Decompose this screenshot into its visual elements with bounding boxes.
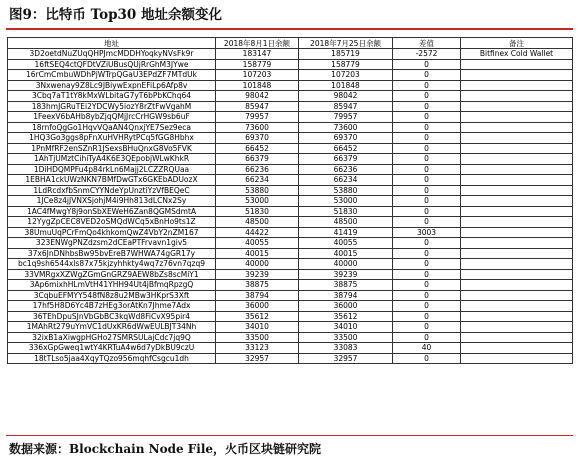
balance-aug1-cell: 85947 [216,101,299,112]
header-note: 备注 [461,38,573,49]
balance-aug1-cell: 66452 [216,143,299,154]
table-row [8,196,573,207]
note-cell [461,280,573,291]
balance-aug1-cell: 48500 [216,217,299,228]
address-cell: 183hmJGRuTEi2YDCWy5iozY8rZtFwVgahM [8,101,216,112]
balance-aug1-cell: 98042 [216,91,299,102]
address-cell: 3Nxwenay9Z8Lc9JBiywExpnEFiLp6Afp8v [8,80,216,91]
address-cell: 1FeexV6bAHb8ybZjqQMjJrcCrHGW9sb6uF [8,112,216,123]
difference-cell: 0 [393,164,461,175]
balance-aug1-cell: 73600 [216,122,299,133]
difference-cell: 0 [393,322,461,333]
note-cell [461,322,573,333]
table-row [8,248,573,259]
note-cell [461,133,573,144]
note-cell [461,154,573,165]
table-row [8,122,573,133]
note-cell [461,217,573,228]
difference-cell: 0 [393,112,461,123]
note-cell [461,248,573,259]
difference-cell: 0 [393,269,461,280]
note-cell [461,164,573,175]
balance-aug1-cell: 66234 [216,175,299,186]
table-row [8,332,573,343]
balance-jul25-cell: 32957 [299,353,393,364]
difference-cell: 0 [393,290,461,301]
table-row [8,301,573,312]
balance-jul25-cell: 53880 [299,185,393,196]
note-cell: Bitfinex Cold Wallet [461,49,573,60]
balance-aug1-cell: 40055 [216,238,299,249]
difference-cell: 40 [393,343,461,354]
balance-aug1-cell: 44422 [216,227,299,238]
address-cell: 1JCe8z4jJVNXSjohjM4i9Hh813dLCNx2Sy [8,196,216,207]
note-cell [461,238,573,249]
title-divider [6,28,573,30]
table-row [8,238,573,249]
difference-cell: 0 [393,122,461,133]
balance-jul25-cell: 66452 [299,143,393,154]
header-balance-aug1: 2018年8月1日余额 [216,38,299,49]
table-row [8,175,573,186]
balance-aug1-cell: 53880 [216,185,299,196]
table-row [8,280,573,291]
difference-cell: 0 [393,217,461,228]
table-row [8,112,573,123]
difference-cell: 0 [393,248,461,259]
address-cell: 336xGpGweq1wtY4KRTuA4w6d7yDkBU9czU [8,343,216,354]
table-row [8,91,573,102]
difference-cell: 0 [393,175,461,186]
difference-cell: 0 [393,353,461,364]
difference-cell: 0 [393,301,461,312]
address-cell: 3Cbq7aT1tY8kMxWLbitaG7yT6bPbKChq64 [8,91,216,102]
table-row [8,290,573,301]
balance-jul25-cell: 107203 [299,70,393,81]
balance-jul25-cell: 69370 [299,133,393,144]
balance-aug1-cell: 53000 [216,196,299,207]
balance-jul25-cell: 98042 [299,91,393,102]
balance-jul25-cell: 38794 [299,290,393,301]
address-cell: 16ftSEQ4ctQFDtVZiUBusQUjRrGhM3JYwe [8,59,216,70]
difference-cell: 0 [393,143,461,154]
balance-jul25-cell: 79957 [299,112,393,123]
table-row [8,164,573,175]
table-row [8,154,573,165]
balance-jul25-cell: 33500 [299,332,393,343]
balance-aug1-cell: 51830 [216,206,299,217]
balance-jul25-cell: 40015 [299,248,393,259]
balance-aug1-cell: 34010 [216,322,299,333]
address-cell: 3Ap6mixhHLmVtH41YHH94Ut4jBfmqRpzgQ [8,280,216,291]
difference-cell: 0 [393,91,461,102]
note-cell [461,70,573,81]
note-cell [461,269,573,280]
address-cell: 323ENWgPNZdzsm2dCEaPTFrvavn1giv5 [8,238,216,249]
address-cell: 38UmuUqPCrFmQo4khkomQwZ4VbY2nZM167 [8,227,216,238]
address-cell: 37x6JnDNhbsBw95bvEreB7WHWA74gGR17y [8,248,216,259]
balance-jul25-cell: 51830 [299,206,393,217]
address-cell: 17hf5H8D6Yc4B7zHEg3orAtKn7Jhme7Adx [8,301,216,312]
header-balance-jul25: 2018年7月25日余额 [299,38,393,49]
difference-cell: 0 [393,311,461,322]
balance-aug1-cell: 79957 [216,112,299,123]
address-balance-table [7,37,573,364]
balance-jul25-cell: 66234 [299,175,393,186]
source-divider [6,435,573,436]
note-cell [461,332,573,343]
note-cell [461,343,573,354]
note-cell [461,185,573,196]
balance-jul25-cell: 34010 [299,322,393,333]
table-row [8,49,573,60]
note-cell [461,311,573,322]
balance-aug1-cell: 38794 [216,290,299,301]
difference-cell: 0 [393,154,461,165]
balance-aug1-cell: 32957 [216,353,299,364]
table-row [8,259,573,270]
balance-jul25-cell: 39239 [299,269,393,280]
difference-cell: 3003 [393,227,461,238]
difference-cell: 0 [393,238,461,249]
balance-aug1-cell: 183147 [216,49,299,60]
difference-cell: 0 [393,101,461,112]
note-cell [461,206,573,217]
table-row [8,101,573,112]
balance-jul25-cell: 53000 [299,196,393,207]
note-cell [461,301,573,312]
balance-aug1-cell: 66236 [216,164,299,175]
balance-jul25-cell: 66236 [299,164,393,175]
table-row [8,217,573,228]
address-cell: 1MAhRt279uYmVC1dUxKR6dWwEULBJT34Nh [8,322,216,333]
note-cell [461,353,573,364]
address-cell: 1HQ3Go3ggs8pFnXuHVHRytPCq5fGG8Hbhx [8,133,216,144]
address-cell: 12YygZpCEC8VED2oSMQdWCq5xBnHo9ts1Z [8,217,216,228]
balance-aug1-cell: 40000 [216,259,299,270]
figure-source: 数据来源：Blockchain Node File，火币区块链研究院 [9,442,322,456]
note-cell [461,175,573,186]
difference-cell: 0 [393,280,461,291]
table-body [8,49,573,364]
note-cell [461,80,573,91]
balance-aug1-cell: 101848 [216,80,299,91]
balance-aug1-cell: 39239 [216,269,299,280]
address-cell: 1EBHA1ckUWzNKN7BMfDwGTx6GKEbADUozX [8,175,216,186]
difference-cell: 0 [393,80,461,91]
balance-aug1-cell: 107203 [216,70,299,81]
header-difference: 差值 [393,38,461,49]
difference-cell: -2572 [393,49,461,60]
balance-jul25-cell: 73600 [299,122,393,133]
table-row [8,311,573,322]
note-cell [461,101,573,112]
address-cell: 1PnMfRF2enSZnR1JSexsBHuQnxG8Vo5FVK [8,143,216,154]
table-header-row [8,38,573,49]
balance-aug1-cell: 33500 [216,332,299,343]
difference-cell: 0 [393,206,461,217]
address-cell: 1LdRcdxfbSnmCYYNdeYpUnztiYzVfBEQeC [8,185,216,196]
balance-aug1-cell: 66379 [216,154,299,165]
note-cell [461,227,573,238]
balance-jul25-cell: 48500 [299,217,393,228]
note-cell [461,290,573,301]
address-cell: 1AhTjUMztCihiTyA4K6E3QEpobjWLwKhkR [8,154,216,165]
address-cell: 36TEhDpuSJnVbGbBC3kqWd8FiCvX95pir4 [8,311,216,322]
balance-jul25-cell: 36000 [299,301,393,312]
balance-aug1-cell: 158779 [216,59,299,70]
balance-jul25-cell: 185719 [299,49,393,60]
balance-jul25-cell: 101848 [299,80,393,91]
note-cell [461,59,573,70]
header-address: 地址 [8,38,216,49]
balance-jul25-cell: 40000 [299,259,393,270]
note-cell [461,91,573,102]
balance-aug1-cell: 69370 [216,133,299,144]
table-row [8,206,573,217]
balance-jul25-cell: 66379 [299,154,393,165]
balance-jul25-cell: 35612 [299,311,393,322]
address-cell: bc1q9sh6544xls87x75kjzyhhkty4wq7z76vn7qzq9 [8,259,216,270]
difference-cell: 0 [393,185,461,196]
difference-cell: 0 [393,133,461,144]
address-cell: 33VMRgxXZWgZGmGnGRZ9AEW8bZs8scMiY1 [8,269,216,280]
table-row [8,227,573,238]
address-cell: 16rCmCmbuWDhPjWTrpQGaU3EPdZF7MTdUk [8,70,216,81]
note-cell [461,196,573,207]
balance-aug1-cell: 36000 [216,301,299,312]
table-row [8,353,573,364]
table-row [8,70,573,81]
balance-jul25-cell: 38875 [299,280,393,291]
balance-jul25-cell: 33083 [299,343,393,354]
balance-jul25-cell: 158779 [299,59,393,70]
address-cell: 3D2oetdNuZUqQHPJmcMDDHYoqkyNVsFk9r [8,49,216,60]
table-row [8,133,573,144]
address-cell: 32ixB1aXiwgpHGHo27SMRSULajCdc7jq9Q [8,332,216,343]
note-cell [461,112,573,123]
address-cell: 18rnfoQgGo1HqvVQaAN4QnxjYE7Sez9eca [8,122,216,133]
table-row [8,322,573,333]
table-row [8,343,573,354]
figure-title: 图9：比特币 Top30 地址余额变化 [9,7,223,23]
balance-aug1-cell: 35612 [216,311,299,322]
difference-cell: 0 [393,59,461,70]
note-cell [461,143,573,154]
table-row [8,143,573,154]
balance-aug1-cell: 38875 [216,280,299,291]
balance-aug1-cell: 33123 [216,343,299,354]
table-row [8,59,573,70]
address-cell: 18tTLso5jaa4XqyTQzo956mqhfCsgcu1dh [8,353,216,364]
balance-aug1-cell: 40015 [216,248,299,259]
note-cell [461,122,573,133]
table-row [8,185,573,196]
note-cell [461,259,573,270]
table-row [8,269,573,280]
balance-jul25-cell: 40055 [299,238,393,249]
difference-cell: 0 [393,259,461,270]
difference-cell: 0 [393,70,461,81]
address-cell: 1AC4fMwgY8j9onSbXEWeH6Zan8QGMSdmtA [8,206,216,217]
address-cell: 3CqbuEFMYY548fN8z8u2MBw3HKprS3Xft [8,290,216,301]
table-row [8,80,573,91]
difference-cell: 0 [393,196,461,207]
address-cell: 1DiHDQMPFu4p84rkLn6Majj2LCZZRQUaa [8,164,216,175]
balance-jul25-cell: 41419 [299,227,393,238]
balance-jul25-cell: 85947 [299,101,393,112]
difference-cell: 0 [393,332,461,343]
